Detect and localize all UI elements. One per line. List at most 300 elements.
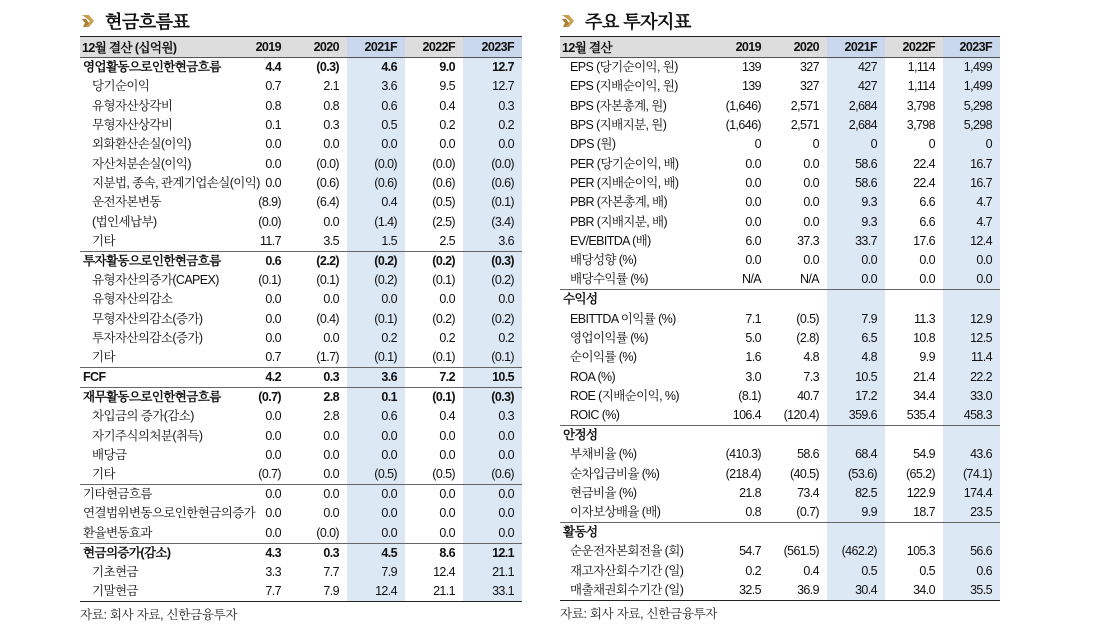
row-label: ROA (%) xyxy=(570,369,616,384)
cell-value: 0.0 xyxy=(265,137,281,152)
cell-value: (0.4) xyxy=(316,311,339,326)
cell-value: 22.4 xyxy=(913,156,935,171)
table-row xyxy=(80,116,522,135)
cell-value xyxy=(769,523,827,543)
cell-value: (561.5) xyxy=(783,544,819,559)
cell-value: 2.8 xyxy=(323,409,339,424)
cell-value: 40.7 xyxy=(797,388,819,403)
cell-value: 0.0 xyxy=(919,272,935,287)
cell-value: (0.6) xyxy=(463,465,522,485)
cell-value: (65.2) xyxy=(905,466,935,481)
cell-value: (0.5) xyxy=(432,195,455,210)
cell-value: 2,571 xyxy=(790,117,819,132)
cell-value: 21.1 xyxy=(405,582,463,602)
row-label: 유형자산의감소 xyxy=(92,292,173,307)
table-row xyxy=(80,407,522,426)
cell-value: (0.1) xyxy=(463,193,522,212)
cell-value: 3.6 xyxy=(347,77,405,96)
cell-value: 0.0 xyxy=(803,214,819,229)
table-row xyxy=(80,465,522,485)
cell-value: 0.0 xyxy=(943,251,1000,270)
row-label: 안정성 xyxy=(560,426,714,446)
cell-value: 0.4 xyxy=(803,563,819,578)
row-label: 배당성향 (%) xyxy=(570,253,637,268)
row-label: PBR (지배지분, 배) xyxy=(570,214,668,229)
cell-value: (8.1) xyxy=(738,388,761,403)
row-label: 투자활동으로인한현금흐름 xyxy=(80,251,234,271)
cell-value: (53.6) xyxy=(827,465,885,484)
cell-value: 359.6 xyxy=(827,406,885,426)
row-label: 지분법, 종속, 관계기업손실(이익) xyxy=(92,175,260,190)
row-label: 재고자산회수기간 (일) xyxy=(570,563,684,578)
cell-value: (0.6) xyxy=(347,174,405,193)
cell-value: 0.0 xyxy=(745,253,761,268)
row-label: PER (지배순이익, 배) xyxy=(570,175,679,190)
header-label: 12월 결산 xyxy=(562,41,613,55)
cell-value: (0.3) xyxy=(316,60,339,74)
cell-value: 12.4 xyxy=(943,232,1000,251)
cell-value: 7.1 xyxy=(745,311,761,326)
cell-value: 3,798 xyxy=(906,98,935,113)
header-year: 2020 xyxy=(313,40,339,54)
cell-value: (410.3) xyxy=(725,447,761,462)
cell-value: (0.0) xyxy=(463,154,522,173)
cell-value: 0.0 xyxy=(943,270,1000,290)
cell-value: 0.0 xyxy=(265,175,281,190)
cell-value: 30.4 xyxy=(827,581,885,601)
cell-value: 17.6 xyxy=(913,233,935,248)
cell-value: 3.5 xyxy=(323,233,339,248)
cell-value: 11.3 xyxy=(913,311,935,326)
cell-value: 2.1 xyxy=(323,79,339,94)
cell-value: 0.0 xyxy=(803,156,819,171)
cell-value: 139 xyxy=(741,60,761,74)
table-row xyxy=(560,581,1000,601)
cell-value: 6.6 xyxy=(919,214,935,229)
cell-value: 0.0 xyxy=(439,137,455,152)
cell-value: (0.5) xyxy=(796,311,819,326)
table-row xyxy=(560,484,1000,503)
cell-value: (0.2) xyxy=(463,309,522,328)
header-year: 2021F xyxy=(827,37,885,58)
cell-value xyxy=(943,426,1000,446)
cell-value: 0.0 xyxy=(463,426,522,445)
cell-value: 32.5 xyxy=(714,581,769,601)
cell-value: 0.8 xyxy=(265,98,281,113)
table-row xyxy=(560,77,1000,96)
row-label: 유형자산의증가(CAPEX) xyxy=(92,272,219,287)
cell-value: 0.0 xyxy=(439,525,455,540)
cell-value: 68.4 xyxy=(827,445,885,464)
cell-value: (218.4) xyxy=(725,466,761,481)
cell-value: 105.3 xyxy=(906,544,935,559)
section-header-row xyxy=(560,290,1000,310)
cell-value: 9.5 xyxy=(439,79,455,94)
cell-value: 82.5 xyxy=(827,484,885,503)
cell-value: 0.0 xyxy=(803,195,819,210)
cell-value: (0.1) xyxy=(347,309,405,328)
cell-value: 0.8 xyxy=(323,98,339,113)
cell-value: (0.2) xyxy=(463,271,522,290)
cell-value: 327 xyxy=(799,60,819,74)
cell-value: 0.0 xyxy=(803,175,819,190)
cell-value: 21.8 xyxy=(739,486,761,501)
row-label: PBR (자본총계, 배) xyxy=(570,195,668,210)
table-row xyxy=(80,154,522,173)
cell-value: 0.7 xyxy=(265,79,281,94)
cell-value: 0.0 xyxy=(265,525,281,540)
cell-value: 9.9 xyxy=(827,503,885,523)
row-label: 이자보상배율 (배) xyxy=(570,505,661,520)
section-header-row xyxy=(560,523,1000,543)
cell-value: 4.7 xyxy=(943,212,1000,231)
table-row xyxy=(80,271,522,290)
cell-value: 0.2 xyxy=(463,116,522,135)
table-row xyxy=(80,174,522,193)
cell-value: (0.0) xyxy=(432,156,455,171)
cash-flow-table xyxy=(80,36,522,602)
key-indicators-body xyxy=(560,58,1000,601)
cell-value: 22.4 xyxy=(913,175,935,190)
table-row xyxy=(80,582,522,602)
cash-flow-title: 현금흐름표 xyxy=(105,12,190,32)
table-row xyxy=(560,309,1000,328)
table-row xyxy=(560,135,1000,154)
cell-value: (0.3) xyxy=(463,388,522,408)
cell-value: 0.0 xyxy=(439,428,455,443)
cell-value: 12.9 xyxy=(943,309,1000,328)
cell-value: 0.0 xyxy=(347,290,405,309)
cell-value: 0.0 xyxy=(439,506,455,521)
cell-value: (1,646) xyxy=(725,117,761,132)
table-row xyxy=(80,96,522,115)
cell-value: 17.2 xyxy=(827,387,885,406)
cell-value: (0.0) xyxy=(258,214,281,229)
header-year: 2020 xyxy=(793,40,819,54)
cell-value: 12.1 xyxy=(463,543,522,563)
table-row xyxy=(80,329,522,348)
cell-value: 5.0 xyxy=(745,330,761,345)
row-label: PER (당기순이익, 배) xyxy=(570,156,679,171)
row-label: 자기주식의처분(취득) xyxy=(92,428,203,443)
cell-value: (2.8) xyxy=(796,330,819,345)
cell-value: N/A xyxy=(799,272,819,287)
row-label: DPS (원) xyxy=(570,137,616,152)
cell-value: 1,114 xyxy=(907,60,935,74)
row-label: 자산처분손실(이익) xyxy=(92,156,191,171)
cell-value xyxy=(885,523,943,543)
row-label: 매출채권회수기간 (일) xyxy=(560,581,714,601)
source-note: 자료: 회사 자료, 신한금융투자 xyxy=(80,607,238,622)
cell-value xyxy=(885,290,943,310)
row-label: 투자자산의감소(증가) xyxy=(92,330,203,345)
table-row xyxy=(560,154,1000,173)
cell-value: 7.7 xyxy=(234,582,289,602)
cell-value: 34.4 xyxy=(913,388,935,403)
cell-value: (0.2) xyxy=(432,311,455,326)
cell-value: 33.7 xyxy=(827,232,885,251)
cell-value: 0 xyxy=(812,137,819,152)
cell-value: 8.6 xyxy=(405,543,463,563)
row-label: BPS (자본총계, 원) xyxy=(570,98,667,113)
row-label: 배당수익률 (%) xyxy=(570,272,648,287)
table-row xyxy=(80,77,522,96)
cell-value: 0.1 xyxy=(347,388,405,408)
cell-value: 0.3 xyxy=(289,368,347,388)
section-header-row xyxy=(560,426,1000,446)
table-row xyxy=(80,426,522,445)
table-row xyxy=(560,406,1000,426)
cell-value: 0 xyxy=(827,135,885,154)
cell-value: 5,298 xyxy=(943,116,1000,135)
header-label: 12월 결산 (십억원) xyxy=(82,41,177,55)
header-year: 2023F xyxy=(943,37,1000,58)
cell-value: 4.8 xyxy=(827,348,885,367)
row-label: 기타 xyxy=(92,350,115,365)
cell-value: (462.2) xyxy=(827,542,885,561)
cell-value: 0.0 xyxy=(265,156,281,171)
cell-value: 0.0 xyxy=(323,447,339,462)
cash-flow-panel xyxy=(80,6,522,623)
key-indicators-title-row xyxy=(560,6,1000,36)
row-label: 외화환산손실(이익) xyxy=(92,137,191,152)
cell-value: 0.0 xyxy=(323,506,339,521)
table-row xyxy=(560,329,1000,348)
cell-value: 35.5 xyxy=(943,581,1000,601)
table-row xyxy=(560,542,1000,561)
cell-value: 0.2 xyxy=(347,329,405,348)
cell-value: 0.0 xyxy=(919,253,935,268)
table-row xyxy=(560,251,1000,270)
cell-value: 0.0 xyxy=(265,292,281,307)
row-label: 순차입금비율 (%) xyxy=(570,466,660,481)
cell-value: 2,571 xyxy=(790,98,819,113)
cell-value: 535.4 xyxy=(906,408,935,423)
table-row xyxy=(560,193,1000,212)
cell-value: 0.6 xyxy=(347,407,405,426)
table-row xyxy=(80,563,522,582)
cell-value: (0.7) xyxy=(796,505,819,520)
cell-value: 0.5 xyxy=(347,116,405,135)
row-label: 순운전자본회전율 (회) xyxy=(570,544,684,559)
cell-value: 12.4 xyxy=(433,564,455,579)
cell-value: 0.6 xyxy=(347,96,405,115)
row-label: 무형자산상각비 xyxy=(92,117,173,132)
table-row xyxy=(80,543,522,563)
cell-value: (1,646) xyxy=(725,98,761,113)
cell-value: 2.8 xyxy=(289,388,347,408)
cell-value: 0.4 xyxy=(439,98,455,113)
cell-value: 0.0 xyxy=(827,251,885,270)
cell-value: 3.6 xyxy=(347,368,405,388)
row-label: 현금비율 (%) xyxy=(570,486,637,501)
row-label: (법인세납부) xyxy=(92,214,157,229)
cell-value: 0.5 xyxy=(919,563,935,578)
row-label: 수익성 xyxy=(560,290,714,310)
cell-value: 0.0 xyxy=(265,409,281,424)
cell-value: 0.3 xyxy=(323,117,339,132)
cell-value: 174.4 xyxy=(943,484,1000,503)
cell-value: (0.1) xyxy=(405,388,463,408)
cell-value: 11.7 xyxy=(259,233,281,248)
header-year: 2023F xyxy=(463,37,522,58)
cell-value: 0.0 xyxy=(463,135,522,154)
cell-value: (8.9) xyxy=(258,195,281,210)
cell-value: 10.8 xyxy=(913,330,935,345)
cell-value: 0.0 xyxy=(463,504,522,523)
cell-value xyxy=(714,426,769,446)
cell-value: 1,499 xyxy=(943,77,1000,96)
table-row xyxy=(80,58,522,78)
cell-value: (6.4) xyxy=(316,195,339,210)
row-label: 기초현금 xyxy=(92,564,138,579)
row-label: 기타현금흐름 xyxy=(80,485,234,505)
cell-value: 0.1 xyxy=(265,117,281,132)
cell-value: (0.2) xyxy=(405,251,463,271)
cell-value: (2.5) xyxy=(432,214,455,229)
row-label: BPS (지배지분, 원) xyxy=(570,117,667,132)
cell-value: (0.5) xyxy=(347,465,405,485)
cell-value: 0.0 xyxy=(405,485,463,505)
cell-value: 7.7 xyxy=(323,564,339,579)
row-label: 부채비율 (%) xyxy=(570,447,637,462)
cell-value: 0.5 xyxy=(827,562,885,581)
cell-value: 1,499 xyxy=(943,58,1000,78)
cell-value: 0.8 xyxy=(745,505,761,520)
cell-value: 0 xyxy=(754,137,761,152)
cell-value: 0.0 xyxy=(347,504,405,523)
row-label: ROIC (%) xyxy=(570,408,620,423)
cell-value: 18.7 xyxy=(913,505,935,520)
cell-value: 0.0 xyxy=(323,467,339,482)
cell-value: 3,798 xyxy=(906,117,935,132)
cell-value: 0.4 xyxy=(439,409,455,424)
row-label: 기타 xyxy=(92,467,115,482)
cell-value: 12.5 xyxy=(943,329,1000,348)
cell-value: 58.6 xyxy=(827,154,885,173)
cell-value: 1.6 xyxy=(745,350,761,365)
cell-value: 0.0 xyxy=(439,447,455,462)
cell-value: 10.5 xyxy=(827,367,885,386)
cell-value: 0.0 xyxy=(265,330,281,345)
cell-value: (0.7) xyxy=(234,388,289,408)
cell-value: 4.5 xyxy=(347,543,405,563)
cell-value: 2,684 xyxy=(827,96,885,115)
cell-value: 427 xyxy=(827,77,885,96)
cell-value: 21.1 xyxy=(463,563,522,582)
row-label: 기타 xyxy=(92,233,115,248)
cell-value: 0.6 xyxy=(234,251,289,271)
table-row xyxy=(80,193,522,212)
cell-value: 43.6 xyxy=(943,445,1000,464)
cell-value: 58.6 xyxy=(797,447,819,462)
row-label: 당기순이익 xyxy=(92,79,150,94)
table-row xyxy=(80,446,522,465)
table-row xyxy=(560,445,1000,464)
cell-value: 0.0 xyxy=(323,428,339,443)
cell-value: 0.0 xyxy=(347,426,405,445)
cell-value: (0.1) xyxy=(347,348,405,368)
cell-value: 0.0 xyxy=(347,446,405,465)
key-indicators-panel xyxy=(560,6,1000,622)
cell-value: 16.7 xyxy=(943,154,1000,173)
cell-value: 0.0 xyxy=(289,485,347,505)
cell-value: 12.7 xyxy=(463,77,522,96)
cell-value xyxy=(714,290,769,310)
table-row xyxy=(560,58,1000,78)
cell-value: 0.0 xyxy=(265,506,281,521)
cell-value: 56.6 xyxy=(943,542,1000,561)
table-header-row xyxy=(80,37,522,58)
header-year: 2019 xyxy=(735,40,761,54)
cell-value: (0.2) xyxy=(347,251,405,271)
table-row xyxy=(80,232,522,252)
row-label: 활동성 xyxy=(560,523,714,543)
cell-value: 0.0 xyxy=(745,175,761,190)
cell-value: (0.6) xyxy=(432,175,455,190)
cell-value xyxy=(827,523,885,543)
cell-value: 7.9 xyxy=(827,309,885,328)
table-row xyxy=(560,232,1000,251)
cell-value: N/A xyxy=(741,272,761,287)
cell-value: 22.2 xyxy=(943,367,1000,386)
cell-value: 11.4 xyxy=(943,348,1000,367)
cell-value: 0.0 xyxy=(745,195,761,210)
cell-value: 0.2 xyxy=(463,329,522,348)
table-row xyxy=(80,524,522,544)
cell-value: 0.0 xyxy=(439,292,455,307)
cell-value: 12.4 xyxy=(347,582,405,602)
cell-value: 2,684 xyxy=(827,116,885,135)
cell-value: 6.5 xyxy=(827,329,885,348)
row-label: 차입금의 증가(감소) xyxy=(92,409,194,424)
cell-value: 0.0 xyxy=(463,485,522,505)
cell-value: 1.5 xyxy=(347,232,405,252)
cell-value: 0.0 xyxy=(745,156,761,171)
cell-value: (0.6) xyxy=(463,174,522,193)
header-year: 2021F xyxy=(347,37,405,58)
table-row xyxy=(560,212,1000,231)
cell-value: 4.4 xyxy=(265,60,281,74)
cell-value: (74.1) xyxy=(943,465,1000,484)
cell-value: 7.3 xyxy=(803,369,819,384)
key-indicators-table xyxy=(560,36,1000,601)
header-year: 2022F xyxy=(422,40,455,54)
cell-value: 0.3 xyxy=(463,407,522,426)
cell-value: 0.0 xyxy=(347,485,405,505)
cell-value: 10.5 xyxy=(463,368,522,388)
cell-value: 9.3 xyxy=(827,193,885,212)
row-label: 재무활동으로인한현금흐름 xyxy=(80,388,234,408)
cell-value: 58.6 xyxy=(827,174,885,193)
row-label: 영업활동으로인한현금흐름 xyxy=(83,60,221,74)
row-label: 무형자산의감소(증가) xyxy=(92,311,203,326)
row-label: 운전자본변동 xyxy=(92,195,161,210)
cell-value: 427 xyxy=(827,58,885,78)
cell-value: 16.7 xyxy=(943,174,1000,193)
cell-value: 0.0 xyxy=(463,524,522,544)
cell-value: 3.3 xyxy=(265,564,281,579)
cell-value: 6.0 xyxy=(745,233,761,248)
cell-value: 0.0 xyxy=(265,428,281,443)
cell-value: (0.1) xyxy=(463,348,522,368)
cell-value: 0.0 xyxy=(323,137,339,152)
cell-value: 54.7 xyxy=(739,544,761,559)
cell-value: 3.6 xyxy=(463,232,522,252)
cell-value: (0.0) xyxy=(316,156,339,171)
table-row xyxy=(560,96,1000,115)
cell-value: 4.2 xyxy=(234,368,289,388)
